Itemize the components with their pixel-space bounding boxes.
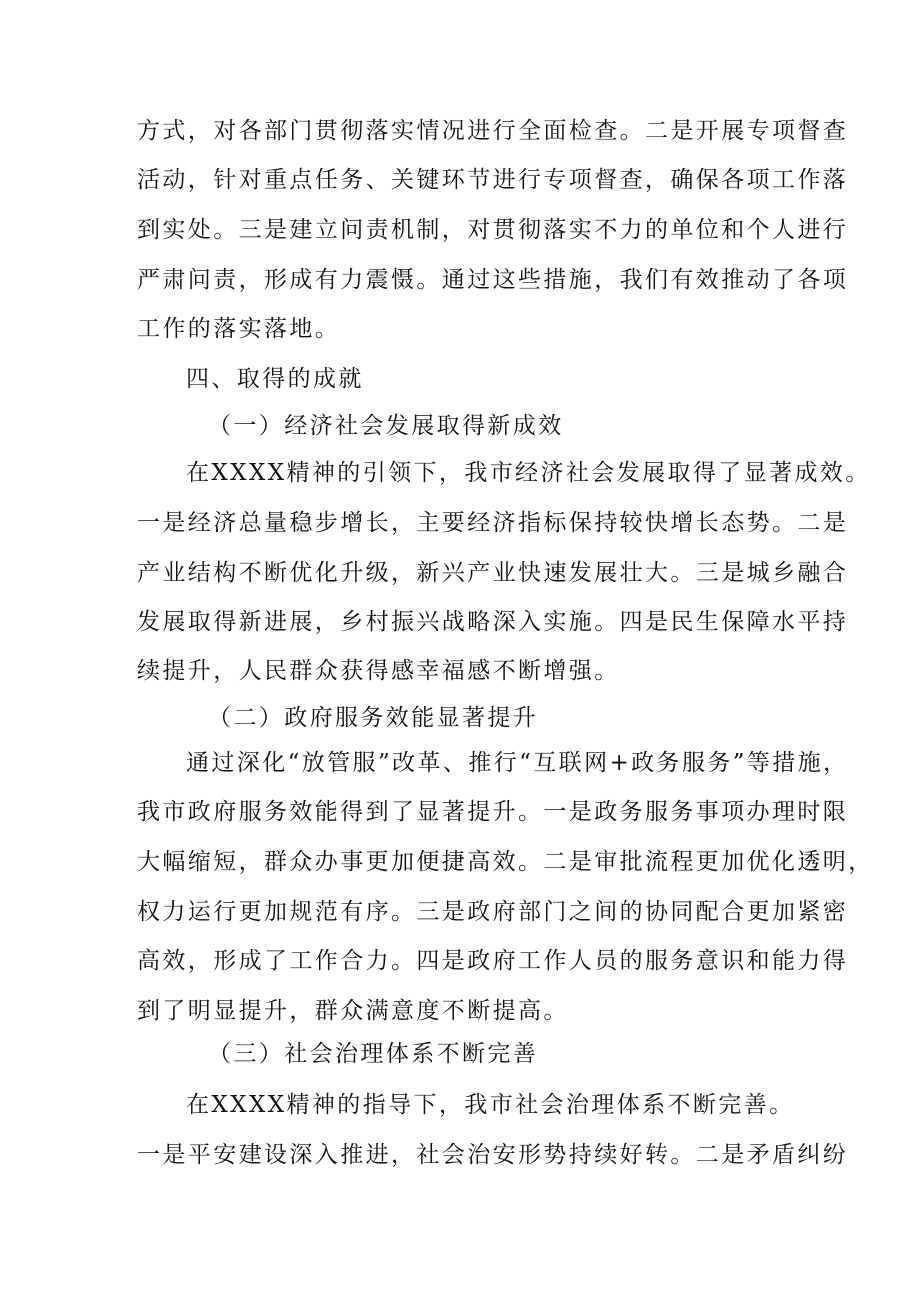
- paragraph-line: 权力运行更加规范有序。三是政府部门之间的协同配合更加紧密: [137, 899, 849, 925]
- paragraph-line: 到实处。三是建立问责机制，对贯彻落实不力的单位和个人进行: [137, 217, 849, 243]
- paragraph-line: 通过深化“放管服”改革、推行“互联网+政务服务”等措施，: [186, 750, 849, 776]
- subsection-heading: （三）社会治理体系不断完善: [208, 1041, 539, 1067]
- paragraph-line: 在XXXX精神的指导下，我市社会治理体系不断完善。: [186, 1092, 795, 1118]
- subsection-heading: （一）经济社会发展取得新成效: [208, 413, 564, 439]
- paragraph-line: 工作的落实落地。: [137, 316, 341, 342]
- paragraph-line: 到了明显提升，群众满意度不断提高。: [137, 998, 569, 1024]
- paragraph-line: 发展取得新进展，乡村振兴战略深入实施。四是民生保障水平持: [137, 609, 849, 635]
- section-heading: 四、取得的成就: [186, 366, 364, 392]
- paragraph-line: 我市政府服务效能得到了显著提升。一是政务服务事项办理时限: [137, 799, 849, 825]
- paragraph-line: 活动，针对重点任务、关键环节进行专项督查，确保各项工作落: [137, 167, 849, 193]
- paragraph-line: 一是平安建设深入推进，社会治安形势持续好转。二是矛盾纠纷: [137, 1142, 849, 1168]
- paragraph-line: 严肃问责，形成有力震慑。通过这些措施，我们有效推动了各项: [137, 267, 849, 293]
- paragraph-line: 产业结构不断优化升级，新兴产业快速发展壮大。三是城乡融合: [137, 560, 849, 586]
- paragraph-line: 续提升，人民群众获得感幸福感不断增强。: [137, 658, 620, 684]
- paragraph-line: 大幅缩短，群众办事更加便捷高效。二是审批流程更加优化透明，: [137, 849, 874, 875]
- subsection-heading: （二）政府服务效能显著提升: [208, 705, 539, 731]
- paragraph-line: 在XXXX精神的引领下，我市经济社会发展取得了显著成效。: [186, 460, 871, 486]
- paragraph-line: 一是经济总量稳步增长，主要经济指标保持较快增长态势。二是: [137, 510, 849, 536]
- paragraph-line: 高效，形成了工作合力。四是政府工作人员的服务意识和能力得: [137, 948, 849, 974]
- paragraph-line: 方式，对各部门贯彻落实情况进行全面检查。二是开展专项督查: [137, 118, 849, 144]
